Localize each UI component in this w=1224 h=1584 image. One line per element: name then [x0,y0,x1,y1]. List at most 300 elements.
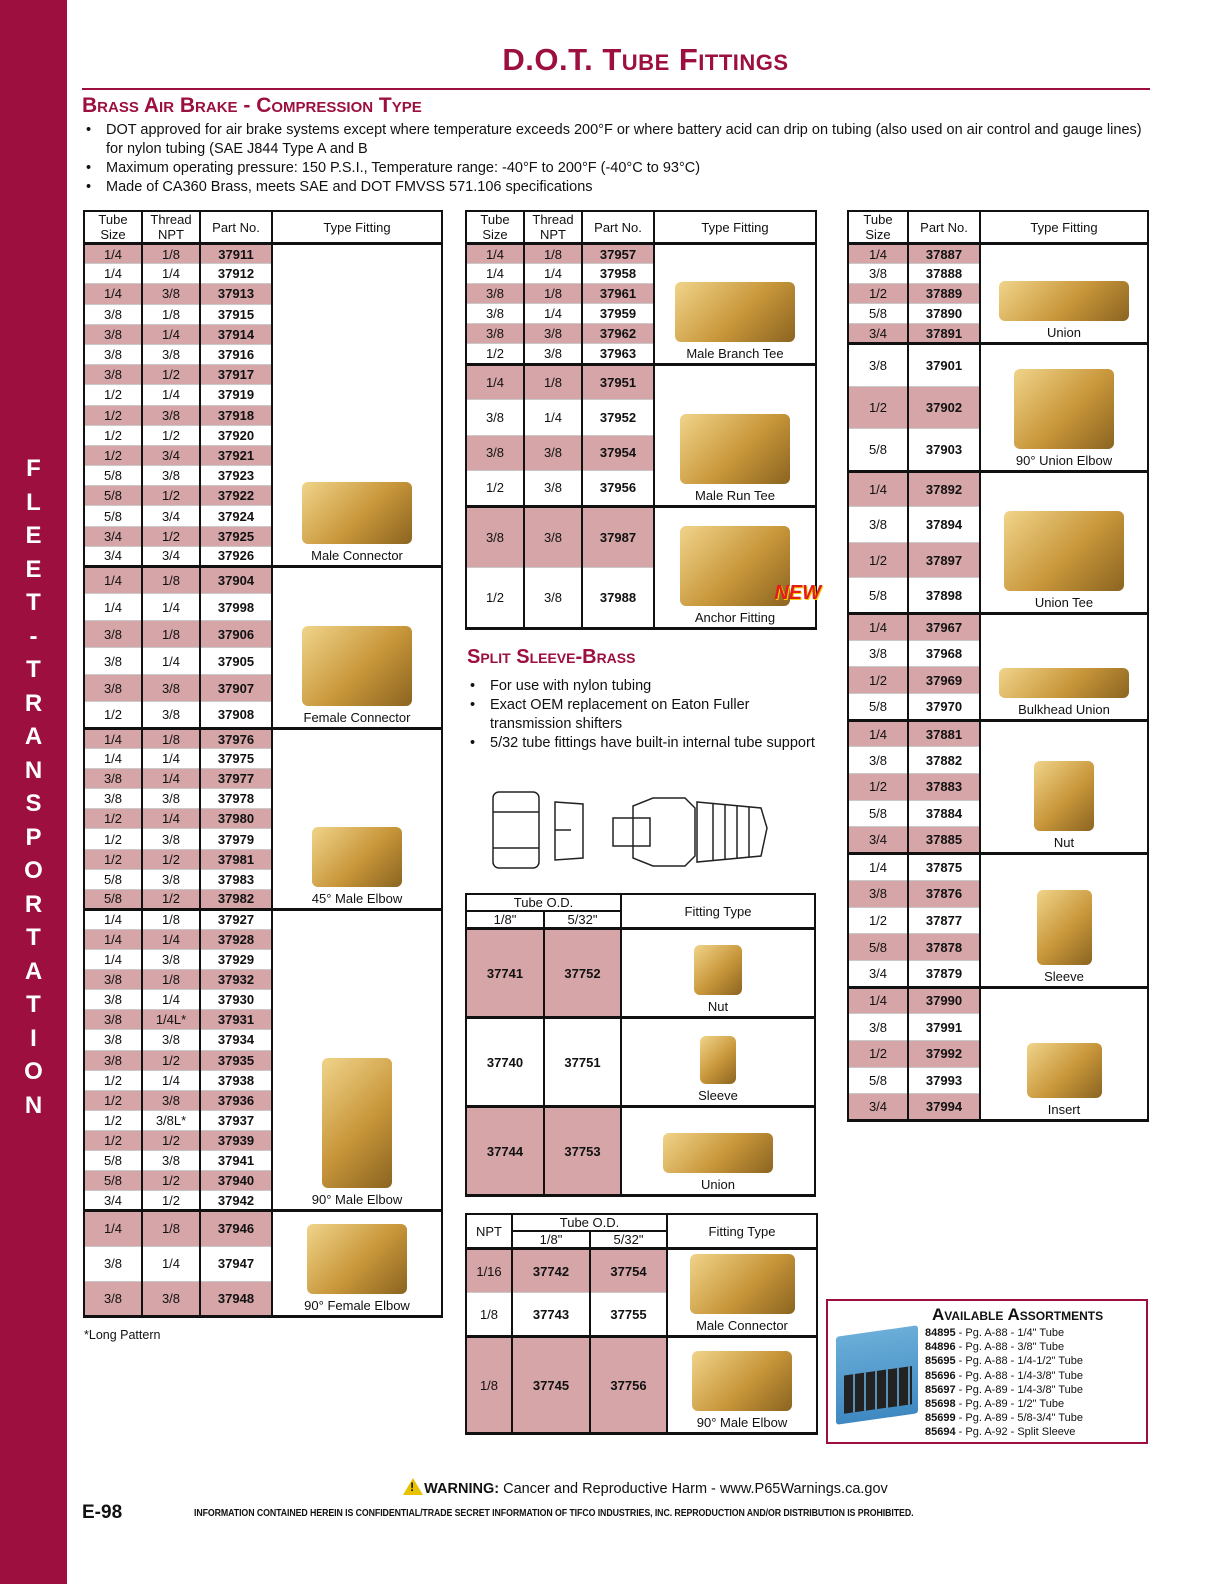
sidebar-letter: N [24,756,43,784]
part-number: 37917 [200,365,272,385]
assortment-description: - Pg. A-92 - Split Sleeve [955,1426,1076,1439]
part-number: 37994 [908,1094,980,1121]
fitting-male-run-tee [654,364,816,506]
assortment-part-number: 85698 [925,1398,956,1411]
part-number: 37937 [200,1110,272,1130]
part-number: 37992 [908,1040,980,1067]
cell: 3/4 [142,546,200,566]
male-connector-image [302,482,412,544]
cell: 1/2 [848,542,908,578]
cell: 3/8 [84,648,142,675]
table-row [466,244,816,264]
part-number: 37907 [200,675,272,702]
part-number: 37890 [908,304,980,324]
cell: 1/4 [466,264,524,284]
fitting-female-connector [272,567,442,729]
part-number: 37905 [200,648,272,675]
part-number: 37928 [200,929,272,949]
cell: 1/4 [466,364,524,400]
bullet: • Maximum operating pressure: 150 P.S.I., Temperature range: -40°F to 200°F (-40°C to 93°C) [86,159,1146,178]
part-number: 37904 [200,567,272,594]
part-number: 37884 [908,800,980,827]
fitting-nut [980,720,1148,853]
fitting-type-label: Union Tee [1034,594,1094,610]
part-number: 37935 [200,1050,272,1070]
cell: 1/2 [142,526,200,546]
part-number: 37976 [200,729,272,749]
cell: 1/8 [142,567,200,594]
part-number: 37957 [582,244,654,264]
part-number: 37952 [582,400,654,436]
cell: 1/4 [142,264,200,284]
sidebar-letter: O [24,857,43,884]
part-number: 37983 [200,869,272,889]
cell: 3/8 [84,344,142,364]
cell: 1/4 [84,284,142,304]
cell: 3/8 [142,344,200,364]
page-number: E-98 [82,1502,123,1523]
cell: 3/8 [84,990,142,1010]
part-number: 37930 [200,990,272,1010]
fitting-sleeve [621,1018,815,1107]
cell: 1/2 [848,667,908,694]
assortment-part-number: 85694 [925,1426,956,1439]
cell: 1/2 [84,405,142,425]
table-row [466,929,815,1018]
new-badge: NEW [774,581,821,604]
part-number: 37918 [200,405,272,425]
part-number: 37921 [200,445,272,465]
cell: 1/2 [142,486,200,506]
fitting-nut [621,929,815,1018]
cell: 1/2 [84,702,142,729]
part-number: 37885 [908,827,980,854]
cell: 3/8 [84,1030,142,1050]
sidebar-letter: O [24,1058,43,1085]
cell: 1/2 [142,1191,200,1211]
cell: 3/8 [84,1010,142,1030]
cell: 1/2 [848,1040,908,1067]
table-row [466,364,816,400]
cell: 3/8 [142,829,200,849]
cell: 3/8 [466,324,524,344]
section1-bullets [86,121,1146,197]
cell: 3/4 [848,827,908,854]
page-title: D.O.T. Tube Fittings [502,42,789,77]
fitting-type-label: Sleeve [1044,968,1084,984]
part-number: 37967 [908,613,980,640]
fitting-male-connector [272,244,442,567]
assortment-part-number: 85699 [925,1412,956,1425]
column-header: Type Fitting [272,211,442,244]
assortment-description: - Pg. A-88 - 3/8" Tube [955,1341,1065,1354]
cell: 1/2 [84,1090,142,1110]
prop65-warning: !WARNING: Cancer and Reproductive Harm - www.P65Warnings.ca.gov [0,1478,1224,1497]
fitting-union [621,1107,815,1196]
part-number: 37982 [200,889,272,909]
cell: 1/16 [466,1249,512,1293]
cell: 1/2 [84,1110,142,1130]
part-number: 37902 [908,386,980,429]
column-header: Thread NPT [524,211,582,244]
part-number: 37913 [200,284,272,304]
assortment-part-number: 85695 [925,1355,956,1368]
nut-image [694,945,742,995]
fitting-union [980,244,1148,344]
part-number: 37932 [200,970,272,990]
footnote-long-pattern: *Long Pattern [84,1328,161,1342]
part-number: 37903 [908,429,980,472]
sleeve-image [1037,890,1092,965]
90-male-elbow-image [692,1351,792,1411]
part-number: 37948 [200,1281,272,1316]
cell: 1/8 [142,909,200,929]
cell: 3/8 [84,769,142,789]
cell: 1/4 [848,720,908,747]
cell: 5/8 [848,578,908,614]
cell: 1/4 [142,990,200,1010]
cell: 1/2 [84,1070,142,1090]
sidebar-letter: S [25,790,42,817]
cell: 3/4 [84,1191,142,1211]
sidebar-letter: F [26,455,41,482]
fitting-type-label: Male Connector [311,548,403,563]
cell: 3/8 [84,304,142,324]
table-row [466,1337,817,1434]
part-number: 37998 [200,594,272,621]
column-header: 5/32" [590,1231,667,1249]
cell: 5/8 [848,429,908,472]
part-number: 37990 [908,987,980,1014]
cell: 1/4 [84,594,142,621]
part-number: 37925 [200,526,272,546]
cell: 3/8 [848,264,908,284]
cell: 5/8 [848,1067,908,1094]
fitting-type-label: Female Connector [303,710,411,725]
cell: 5/8 [84,506,142,526]
part-number: 37916 [200,344,272,364]
part-number: 37751 [544,1018,621,1107]
column-header: Fitting Type [621,894,815,929]
part-number: 37892 [908,471,980,507]
cell: 3/4 [848,960,908,987]
cell: 1/2 [84,829,142,849]
table-row [848,987,1148,1014]
assortment-item [925,1383,1083,1397]
part-number: 37938 [200,1070,272,1090]
table-row [466,1249,817,1293]
90-female-elbow-image [307,1224,407,1294]
cell: 3/4 [848,324,908,344]
cell: 3/8 [466,435,524,471]
table-row [848,854,1148,881]
bullet: • 5/32 tube fittings have built-in internal tube support [470,734,820,753]
cell: 3/8 [848,507,908,543]
part-number: 37979 [200,829,272,849]
cell: 3/8 [84,1246,142,1281]
cell: 1/4 [142,769,200,789]
fitting-type-label: Nut [1053,835,1075,851]
part-number: 37975 [200,749,272,769]
fitting-90-male-elbow [272,909,442,1210]
part-number: 37914 [200,324,272,344]
cell: 1/8 [524,284,582,304]
cell: 3/8 [466,400,524,436]
fitting-type-label: Male Connector [696,1318,788,1333]
part-number: 37753 [544,1107,621,1196]
column-header: Fitting Type [667,1214,817,1249]
fitting-union-tee [980,471,1148,613]
part-number: 37889 [908,284,980,304]
cell: 1/8 [142,729,200,749]
cell: 1/4 [142,1070,200,1090]
cell: 3/8 [142,284,200,304]
part-number: 37911 [200,244,272,264]
male-connector-image [690,1254,795,1314]
fitting-type-label: Nut [707,999,729,1014]
fitting-type-label: 90° Male Elbow [696,1415,788,1430]
assortment-description: - Pg. A-88 - 1/4-3/8" Tube [955,1369,1084,1382]
sidebar-letter: R [24,890,43,918]
cell: 1/4 [142,1246,200,1281]
column-header: NPT [466,1214,512,1249]
table-row [848,344,1148,387]
fitting-type-label: Bulkhead Union [1018,701,1110,717]
sidebar-letter: T [26,589,41,616]
cell: 3/8 [466,506,524,567]
assortment-description: - Pg. A-89 - 1/4-3/8" Tube [955,1383,1084,1396]
part-number: 37923 [200,466,272,486]
table-row [466,1107,815,1196]
cell: 3/8 [848,344,908,387]
side-category-label [0,452,67,1122]
cell: 1/4 [524,304,582,324]
fittings-table-1 [83,210,443,1318]
sleeve-image [700,1036,736,1084]
cell: 3/8 [84,324,142,344]
section-heading-split-sleeve: Split Sleeve-Brass [467,646,636,668]
part-number: 37988 [582,567,654,628]
assortment-item [925,1411,1083,1425]
assortment-item [925,1326,1083,1340]
fitting-type-label: 45° Male Elbow [311,890,403,906]
fitting-type-label: Male Branch Tee [686,345,784,361]
cell: 1/4 [466,244,524,264]
part-number: 37894 [908,507,980,543]
column-header: Tube Size [848,211,908,244]
cell: 1/8 [466,1337,512,1434]
part-number: 37891 [908,324,980,344]
cell: 3/8 [524,567,582,628]
assortment-part-number: 85696 [925,1369,956,1382]
table-row [466,506,816,567]
cell: 3/8 [142,1090,200,1110]
cell: 1/4 [142,929,200,949]
cell: 1/4 [848,244,908,264]
cell: 5/8 [84,466,142,486]
cell: 3/8 [524,506,582,567]
cell: 3/8 [848,640,908,667]
column-group-header: Tube O.D. [466,894,621,911]
part-number: 37993 [908,1067,980,1094]
part-number: 37906 [200,621,272,648]
part-number: 37939 [200,1130,272,1150]
fitting-type-label: Insert [1047,1102,1081,1118]
sidebar-letter: A [24,957,43,985]
part-number: 37912 [200,264,272,284]
cell: 1/2 [142,365,200,385]
cell: 1/2 [142,1130,200,1150]
part-number: 37901 [908,344,980,387]
part-number: 37970 [908,694,980,721]
sidebar-letter: T [26,924,41,951]
union-image [999,281,1129,321]
cell: 1/4 [848,987,908,1014]
cell: 1/2 [84,1130,142,1150]
assortment-part-number: 85697 [925,1383,956,1396]
sidebar-letter: N [24,1091,43,1119]
cell: 3/8 [524,471,582,507]
part-number: 37754 [590,1249,667,1293]
cell: 3/8L* [142,1110,200,1130]
cell: 1/2 [848,774,908,801]
table-row [466,1018,815,1107]
part-number: 37887 [908,244,980,264]
part-number: 37968 [908,640,980,667]
bullet: • DOT approved for air brake systems except where temperature exceeds 200°F or where battery acid can drip on tubing (also used on air control and gauge lines) for nylon tubing (SAE J844 Type A and B [86,121,1146,159]
cell: 3/8 [142,1030,200,1050]
cell: 3/8 [142,1281,200,1316]
90-union-elbow-image [1014,369,1114,449]
cell: 3/8 [84,1281,142,1316]
cell: 5/8 [848,934,908,961]
part-number: 37929 [200,950,272,970]
assortment-item [925,1425,1083,1439]
part-number: 37875 [908,854,980,881]
part-number: 37743 [512,1293,590,1337]
cell: 5/8 [848,694,908,721]
cell: 1/4 [848,613,908,640]
cell: 1/8 [466,1293,512,1337]
part-number: 37951 [582,364,654,400]
cell: 1/2 [466,471,524,507]
assortment-item [925,1340,1083,1354]
nut-image [1034,761,1094,831]
cell: 3/8 [142,466,200,486]
assortment-item [925,1354,1083,1368]
section2-bullets [470,677,820,753]
fitting-type-label: Union [701,1177,735,1192]
cell: 3/8 [848,1014,908,1041]
cell: 3/8 [848,747,908,774]
column-group-header: Tube O.D. [512,1214,667,1231]
cell: 1/2 [142,1050,200,1070]
table-row [84,244,442,264]
part-number: 37882 [908,747,980,774]
cell: 1/4 [142,809,200,829]
cell: 1/4 [142,385,200,405]
female-connector-image [302,626,412,706]
male-run-tee-image [680,414,790,484]
column-header: Tube Size [466,211,524,244]
part-number: 37931 [200,1010,272,1030]
fitting-bulkhead-union [980,613,1148,720]
cell: 1/4 [142,594,200,621]
cell: 1/4L* [142,1010,200,1030]
part-number: 37897 [908,542,980,578]
cell: 1/2 [84,445,142,465]
assortment-description: - Pg. A-88 - 1/4-1/2" Tube [955,1355,1084,1368]
part-number: 37741 [466,929,544,1018]
cell: 1/8 [142,970,200,990]
cell: 1/2 [84,809,142,829]
table-row [848,613,1148,640]
part-number: 37742 [512,1249,590,1293]
cell: 5/8 [84,1171,142,1191]
part-number: 37752 [544,929,621,1018]
table-row [848,471,1148,507]
part-number: 37744 [466,1107,544,1196]
union-image [663,1133,773,1173]
fitting-male-connector [667,1249,817,1337]
cell: 3/8 [142,675,200,702]
fitting-anchor-fitting [654,506,821,628]
assortment-part-number: 84895 [925,1327,956,1339]
part-number: 37961 [582,284,654,304]
part-number: 37958 [582,264,654,284]
part-number: 37920 [200,425,272,445]
column-header: 1/8" [512,1231,590,1249]
table-row [84,909,442,929]
assortment-item [925,1369,1083,1383]
cell: 1/4 [524,400,582,436]
fitting-type-label: 90° Female Elbow [304,1298,410,1314]
section-heading-brass-air-brake: Brass Air Brake - Compression Type [82,94,422,117]
part-number: 37936 [200,1090,272,1110]
part-number: 37755 [590,1293,667,1337]
cell: 1/4 [142,749,200,769]
cell: 3/8 [84,365,142,385]
sidebar-letter: T [26,991,41,1018]
cell: 1/2 [84,425,142,445]
cell: 3/8 [142,702,200,729]
bullet: • For use with nylon tubing [470,677,820,696]
cell: 3/8 [142,405,200,425]
cell: 1/2 [466,567,524,628]
part-number: 37954 [582,435,654,471]
cell: 1/4 [84,929,142,949]
cell: 3/8 [142,789,200,809]
cell: 1/4 [84,950,142,970]
part-number: 37980 [200,809,272,829]
cell: 3/8 [524,435,582,471]
cell: 1/8 [524,364,582,400]
cell: 1/2 [142,849,200,869]
sidebar-letter: T [26,656,41,683]
45-male-elbow-image [312,827,402,887]
cell: 1/2 [466,344,524,364]
part-number: 37934 [200,1030,272,1050]
cell: 3/8 [84,675,142,702]
table-row [84,567,442,594]
assortment-description: - Pg. A-89 - 5/8-3/4" Tube [955,1412,1084,1425]
cell: 1/8 [142,304,200,324]
sidebar-letter: A [24,723,43,750]
cell: 3/4 [84,526,142,546]
90-male-elbow-image [322,1058,392,1188]
part-number: 37878 [908,934,980,961]
part-number: 37883 [908,774,980,801]
